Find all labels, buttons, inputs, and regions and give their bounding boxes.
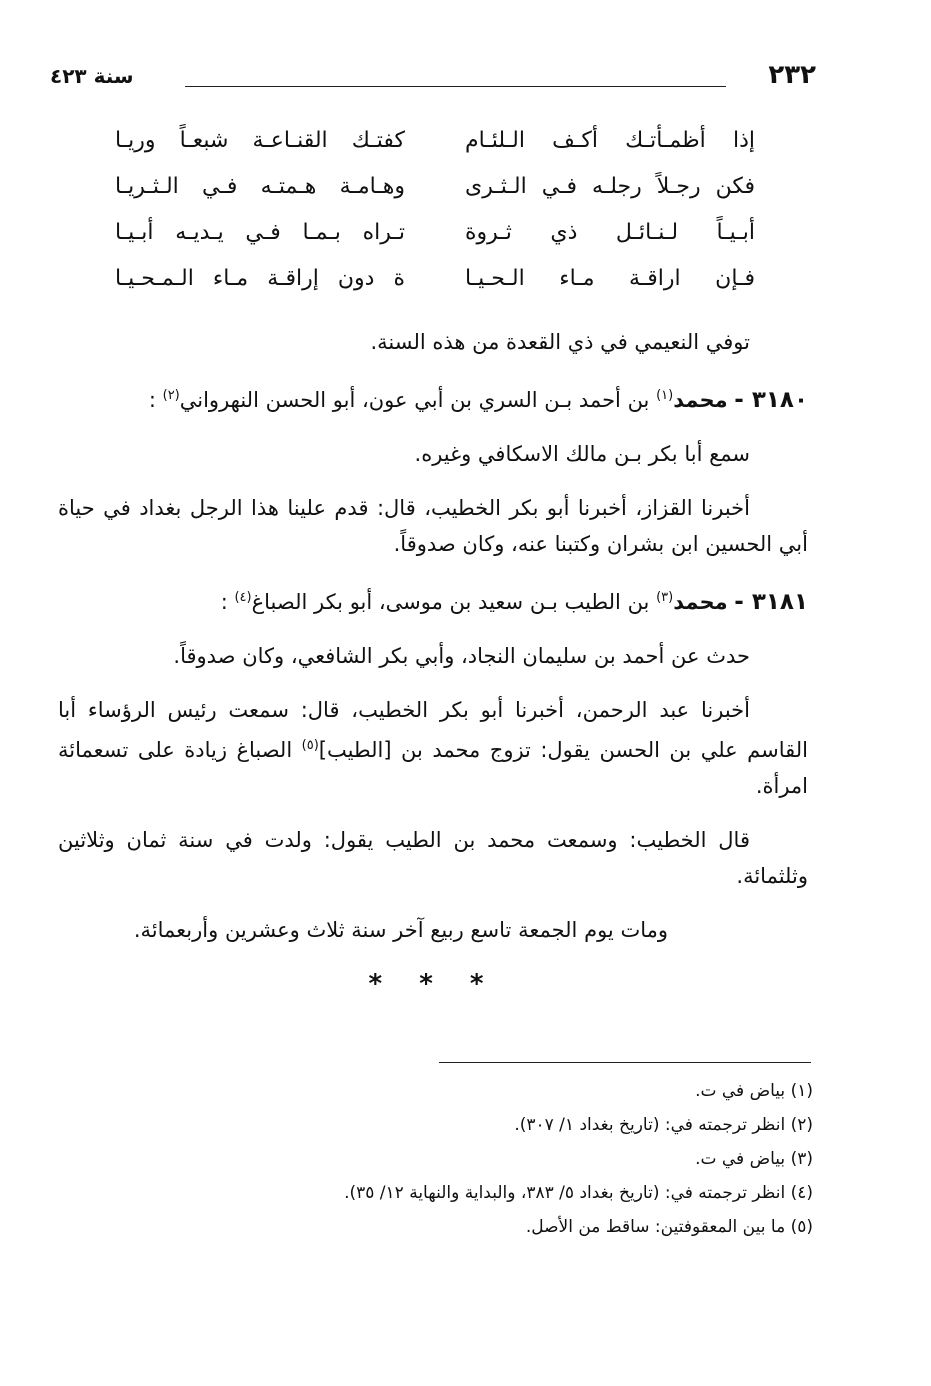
footnote-ref: (٤) <box>234 590 252 605</box>
section-separator: * * * <box>368 969 498 999</box>
death-note: توفي النعيمي في ذي القعدة من هذه السنة. <box>370 330 750 354</box>
entry-paragraph: حدث عن أحمد بن سليمان النجاد، وأبي بكر الشافعي، وكان صدوقاً. <box>173 644 750 668</box>
footnote: (٤) انظر ترجمته في: (تاريخ بغداد ٥/ ٣٨٣، والبداية والنهاية ١٢/ ٣٥). <box>344 1183 813 1203</box>
entry-number: ٣١٨١ - <box>734 589 808 615</box>
verse-first-half: أبـيـاً لـنـائـل ذي ثـروة <box>465 220 755 245</box>
entry-name: محمد <box>673 388 728 412</box>
entry-name: محمد <box>673 590 728 614</box>
entry-paragraph <box>58 692 808 804</box>
entry-lineage: بن أحمد بـن السري بن أبي عون، أبو الحسن النهرواني <box>179 388 650 412</box>
footnote-ref: (٥) <box>301 738 319 753</box>
entry-colon: : <box>148 388 156 412</box>
entry-3181-heading <box>58 580 808 620</box>
verse-first-half: إذا أظمـأتـك أكـف الـلئـام <box>465 128 755 153</box>
entry-paragraph: أخبرنا القزاز، أخبرنا أبو بكر الخطيب، قال: قدم علينا هذا الرجل بغداد في حياة أبي الحسين ابن بشران وكتبنا عنه، وكان صدوقاً. <box>58 496 808 556</box>
main-text <box>58 324 808 1002</box>
verse-first-half: فكن رجـلاً رجلـه فـي الـثـرى <box>465 174 755 199</box>
poem-verses <box>115 128 755 312</box>
footnote: (١) بياض في ت. <box>695 1081 813 1101</box>
verse-line <box>115 220 755 266</box>
footnote-ref: (٣) <box>656 590 674 605</box>
verse-first-half: فـإن اراقـة مـاء الـحـيـا <box>465 266 755 291</box>
verse-line <box>115 266 755 312</box>
footnote: (٣) بياض في ت. <box>695 1149 813 1169</box>
verse-second-half: ة دون إراقـة مـاء الـمـحـيـا <box>115 266 405 291</box>
verse-second-half: وهـامـة هـمتـه فـي الـثـريـا <box>115 174 405 199</box>
running-head: سنة ٤٢٣ <box>50 64 134 88</box>
verse-second-half: تـراه بـمـا فـي يـديـه أبـيـا <box>115 220 405 245</box>
footnote-rule <box>439 1062 811 1063</box>
footnote-ref: (١) <box>656 388 674 403</box>
paragraph-text: أخبرنا عبد الرحمن، أخبرنا أبو بكر الخطيب، قال: سمعت رئيس الرؤساء أبا القاسم علي بن الحسن يقول: تزوج محمد بن [الطيب] <box>58 698 808 762</box>
verse-second-half: كفتـك القنـاعـة شبعـاً وريـا <box>115 128 405 153</box>
header-rule <box>185 86 726 87</box>
verse-line <box>115 174 755 220</box>
footnote: (٢) انظر ترجمته في: (تاريخ بغداد ١/ ٣٠٧). <box>514 1115 813 1135</box>
entry-paragraph: قال الخطيب: وسمعت محمد بن الطيب يقول: ولدت في سنة ثمان وثلاثين وثلثمائة. <box>58 828 808 888</box>
entry-paragraph: سمع أبا بكر بـن مالك الاسكافي وغيره. <box>414 442 750 466</box>
entry-number: ٣١٨٠ - <box>734 387 808 413</box>
footnotes <box>113 1074 813 1244</box>
entry-3180-heading <box>58 378 808 418</box>
page-number: ٢٣٢ <box>768 60 816 90</box>
entry-colon: : <box>220 590 228 614</box>
entry-lineage: بن الطيب بـن سعيد بن موسى، أبو بكر الصباغ <box>251 590 650 614</box>
page-header <box>50 60 816 100</box>
footnote-ref: (٢) <box>162 388 180 403</box>
entry-paragraph: ومات يوم الجمعة تاسع ربيع آخر سنة ثلاث وعشرين وأربعمائة. <box>133 918 668 942</box>
verse-line <box>115 128 755 174</box>
paragraph-text: الصباغ زيادة على تسعمائة امرأة. <box>58 738 808 798</box>
footnote: (٥) ما بين المعقوفتين: ساقط من الأصل. <box>525 1217 813 1237</box>
